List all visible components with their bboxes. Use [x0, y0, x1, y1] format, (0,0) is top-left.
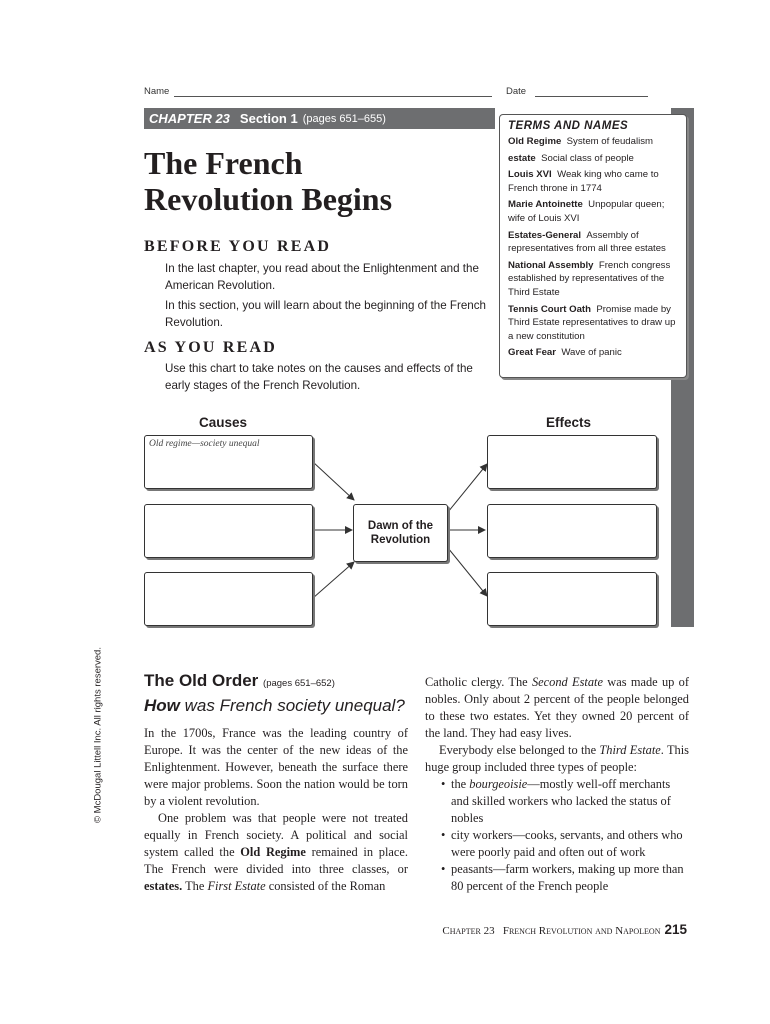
col2-paragraph-1: Catholic clergy. The Second Estate was made up of nobles. Only about 2 percent of the people belonged to these two estates. Yet they owned 20 percent of the land. They had easy lives. [425, 675, 689, 740]
question-bold: How [144, 696, 180, 715]
term-name: Old Regime [508, 136, 562, 147]
effect-box-3[interactable] [487, 572, 657, 626]
term-definition: System of feudalism [566, 136, 654, 147]
list-item: • peasants—farm workers, making up more than 80 percent of the French people [425, 861, 689, 895]
cause-box-2[interactable] [144, 504, 313, 558]
term-name: Louis XVI [508, 169, 552, 181]
cause-box-1[interactable] [144, 435, 313, 489]
term-definition: Assembly of representatives from all three estates [508, 229, 666, 255]
center-line-1: Dawn of the [367, 520, 434, 532]
term-name: estate [508, 152, 536, 164]
terms-heading: TERMS AND NAMES [508, 120, 629, 132]
term-name: Estates-General [508, 229, 582, 241]
cause-box-3[interactable] [144, 572, 313, 626]
term-definition: Promise made by Third Estate representatives to draw up a new constitution [508, 303, 676, 342]
column-1 [144, 725, 408, 895]
term-definition: Weak king who came to French throne in 1774 [508, 169, 659, 194]
term-name: National Assembly [508, 259, 594, 271]
footer-chapter: Chapter 23 [442, 925, 495, 937]
title-line-2: Revolution Begins [144, 181, 393, 217]
term-name: Marie Antoinette [508, 199, 583, 211]
center-box [353, 504, 448, 562]
section-number: Section 1 [239, 111, 298, 126]
section-title [144, 671, 335, 691]
term-name: Great Fear [508, 347, 556, 359]
copyright-notice: © McDougal Littell Inc. All rights reserved. [92, 647, 104, 823]
col2-paragraph-2: Everybody else belonged to the Third Estate. This huge group included three types of people: [425, 743, 689, 774]
title-line-1: The French [144, 145, 303, 181]
before-you-read-heading: BEFORE YOU READ [144, 238, 332, 255]
list-item: • city workers—cooks, servants, and others who were poorly paid and often out of work [425, 827, 689, 861]
term-definition: French congress established by representatives of the Third Estate [508, 259, 671, 298]
section-pages: (pages 651–655) [302, 112, 386, 125]
effect-box-2[interactable] [487, 504, 657, 558]
term-definition: Unpopular queen; wife of Louis XVI [508, 199, 665, 224]
before-you-read-p1: In the last chapter, you read about the Enlightenment and the American Revolution. [165, 262, 479, 292]
section-title-text: The Old Order [144, 671, 259, 690]
term-name: Tennis Court Oath [508, 303, 591, 315]
arrow-cause-1 [313, 462, 354, 500]
effect-box-1[interactable] [487, 435, 657, 489]
section-pages: (pages 651–652) [263, 678, 335, 689]
page-footer [442, 922, 687, 937]
term-definition: Social class of people [541, 152, 634, 164]
name-label: Name [144, 86, 170, 97]
arrow-cause-3 [313, 562, 354, 598]
date-label: Date [506, 86, 527, 97]
term-definition: Wave of panic [561, 347, 622, 359]
col1-paragraph-2: One problem was that people were not treated equally in French society. A political and social system called the Old Regime remained in place. The French were divided into three classes, or estates. The First Estate consisted of the Roman [144, 811, 408, 893]
chapter-number: CHAPTER 23 [149, 111, 230, 126]
column-2 [425, 674, 689, 895]
before-you-read-p2: In this section, you will learn about the beginning of the French Revolution. [165, 299, 486, 329]
as-you-read-heading: AS YOU READ [144, 339, 277, 356]
arrow-effect-3 [448, 548, 487, 596]
cause-1-note: Old regime—society unequal [149, 439, 260, 449]
section-question [144, 696, 405, 716]
third-estate-list [425, 776, 689, 895]
causes-label: Causes [199, 415, 248, 430]
page-number: 215 [664, 922, 687, 937]
question-rest: was French society unequal? [179, 696, 405, 715]
footer-title: French Revolution and Napoleon [502, 925, 661, 937]
col1-paragraph-1: In the 1700s, France was the leading country of Europe. It was the center of the new ideas of the Enlightenment. However, beneath the surface there were major problems. Soon the nation would be torn by a violent revolution. [144, 726, 408, 808]
list-item: • the bourgeoisie—mostly well-off merchants and skilled workers who lacked the status of nobles [425, 776, 689, 827]
as-you-read-p1: Use this chart to take notes on the causes and effects of the early stages of the French Revolution. [165, 362, 473, 392]
center-line-2: Revolution [370, 534, 431, 546]
arrow-effect-1 [448, 464, 487, 512]
effects-label: Effects [546, 415, 592, 430]
